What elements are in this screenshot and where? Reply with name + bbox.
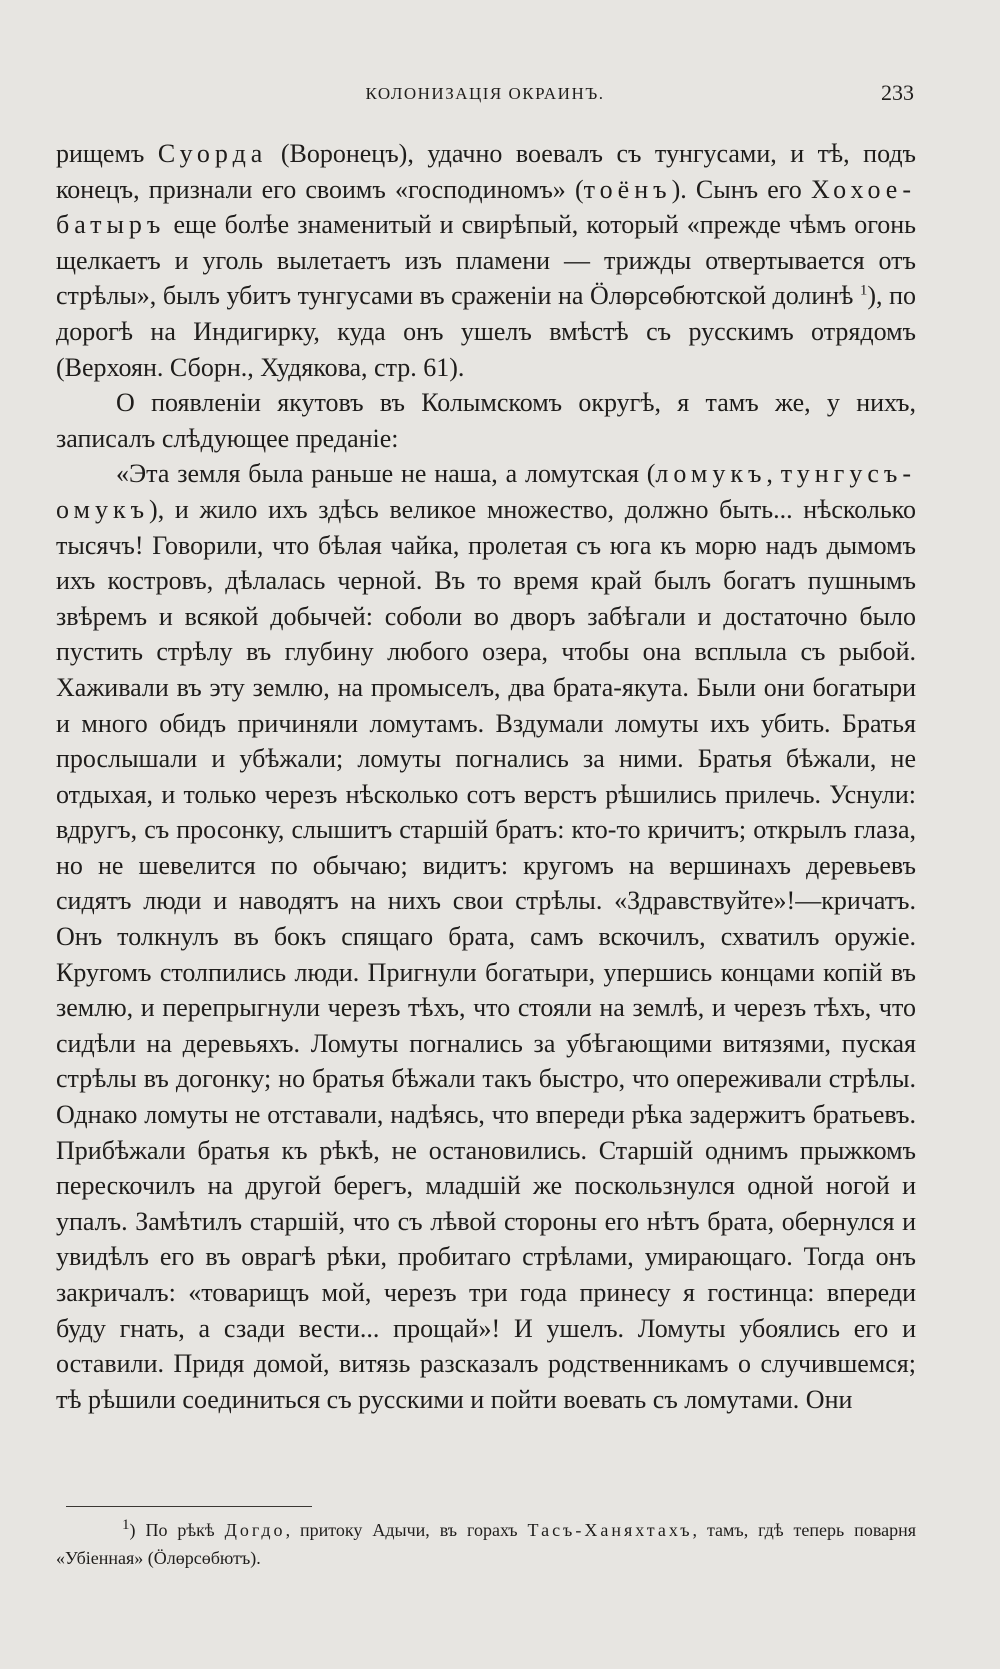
spaced-name: Суорда xyxy=(157,139,268,168)
paragraph-3 xyxy=(56,456,916,1417)
spaced-name: ломукъ xyxy=(655,459,767,489)
page-number: 233 xyxy=(881,80,914,105)
spaced-name: Хохое-батыръ xyxy=(56,174,916,240)
text-run: (Воронецъ), удачно воевалъ съ тунгусами, и тѣ, подъ конецъ, признали его своимъ «господиномъ» ( xyxy=(56,139,916,204)
page-header xyxy=(56,80,914,110)
spaced-name: Догдо xyxy=(224,1520,286,1540)
text-run: еще болѣе знаменитый и свирѣпый, который «прежде чѣмъ огонь щелкаетъ и уголь вылетаетъ изъ пламени — трижды отвертывается отъ стрѣлы», былъ убитъ тунгусами въ сраженіи на Ӧлөрсөбютской долинѣ xyxy=(56,210,916,311)
running-head: КОЛОНИЗАЦІЯ ОКРАИНЪ. xyxy=(365,84,605,103)
body-text xyxy=(56,136,916,1417)
footnote xyxy=(56,1516,916,1572)
spaced-name: тунгусъ-омукъ xyxy=(56,459,916,524)
text-run: , xyxy=(766,459,781,489)
text-run: «Эта земля была раньше не наша, а ломутская ( xyxy=(116,459,656,489)
footnote-number: 1 xyxy=(122,1517,130,1533)
text-run: ), по дорогѣ на Индигирку, куда онъ ушелъ вмѣстѣ съ русскимъ отрядомъ (Верхоян. Сборн., Худякова, стр. 61). xyxy=(56,281,917,382)
text-run: ). Сынъ его xyxy=(671,174,811,204)
footnote-divider xyxy=(66,1506,312,1507)
paragraph-1 xyxy=(56,136,916,385)
spaced-name: тоёнъ xyxy=(583,174,672,204)
text-run: , тамъ, гдѣ теперь поварня «Убіенная» (Ӧлөрсөбютъ). xyxy=(56,1520,916,1568)
spaced-name: Тасъ-Ханяхтахъ xyxy=(527,1520,693,1540)
paragraph-2: О появленіи якутовъ въ Колымскомъ округѣ, я тамъ же, у нихъ, записалъ слѣдующее преданіе: xyxy=(56,388,916,453)
footnote-text xyxy=(56,1516,916,1572)
text-run: ) По рѣкѣ xyxy=(129,1520,225,1540)
text-run: , притоку Адычи, въ горахъ xyxy=(285,1520,528,1540)
text-run: рищемъ xyxy=(56,139,158,168)
footnote-ref: 1 xyxy=(859,282,868,299)
text-run: ), и жило ихъ здѣсь великое множество, должно быть... нѣсколько тысячъ! Говорили, что бѣлая чайка, пролетая съ юга къ морю надъ дымомъ ихъ костровъ, дѣлалась черной. Въ то время край былъ богатъ пушнымъ звѣремъ и всякой добычей: соболи во дворъ забѣгали и достаточно было пустить стрѣлу въ глубину любого озера, чтобы она всплыла съ рыбой. Хаживали въ эту землю, на промыселъ, два брата-якута. Были они богатыри и много обидъ причиняли ломутамъ. Вздумали ломуты ихъ убить. Братья прослышали и убѣжали; ломуты погнались за ними. Братья бѣжали, не отдыхая, и только черезъ нѣсколько сотъ верстъ рѣшились прилечь. Уснули: вдругъ, съ просонку, слышитъ старшій братъ: кто-то кричитъ; открылъ глаза, но не шевелится по обычаю; видитъ: кругомъ на вершинахъ деревьевъ сидятъ люди и наводятъ на нихъ свои стрѣлы. «Здравствуйте»!—кричатъ. Онъ толкнулъ въ бокъ спящаго брата, самъ вскочилъ, схватилъ оружіе. Кругомъ столпились люди. Пригнули богатыри, упершись концами копій въ землю, и перепрыгнули черезъ тѣхъ, что стояли на землѣ, и черезъ тѣхъ, что сидѣли на деревьяхъ. Ломуты погнались за убѣгающими витязями, пуская стрѣлы въ догонку; но братья бѣжали такъ быстро, что опереживали стрѣлы. Однако ломуты не отставали, надѣясь, что впереди рѣка задержитъ братьевъ. Прибѣжали братья къ рѣкѣ, не остановились. Старшій однимъ прыжкомъ перескочилъ на другой берегъ, младшій же поскользнулся одной ногой и упалъ. Замѣтилъ старшій, что съ лѣвой стороны его нѣтъ брата, обернулся и увидѣлъ его въ оврагѣ рѣки, пробитаго стрѣлами, умирающаго. Тогда онъ закричалъ: «товарищъ мой, черезъ три года принесу я гостинца: впереди буду гнать, а сзади вести... прощай»! И ушелъ. Ломуты убоялись его и оставили. Придя домой, витязь разсказалъ родственникамъ о случившемся; тѣ рѣшили соединиться съ русскими и пойти воевать съ ломутами. Они xyxy=(56,494,916,1414)
